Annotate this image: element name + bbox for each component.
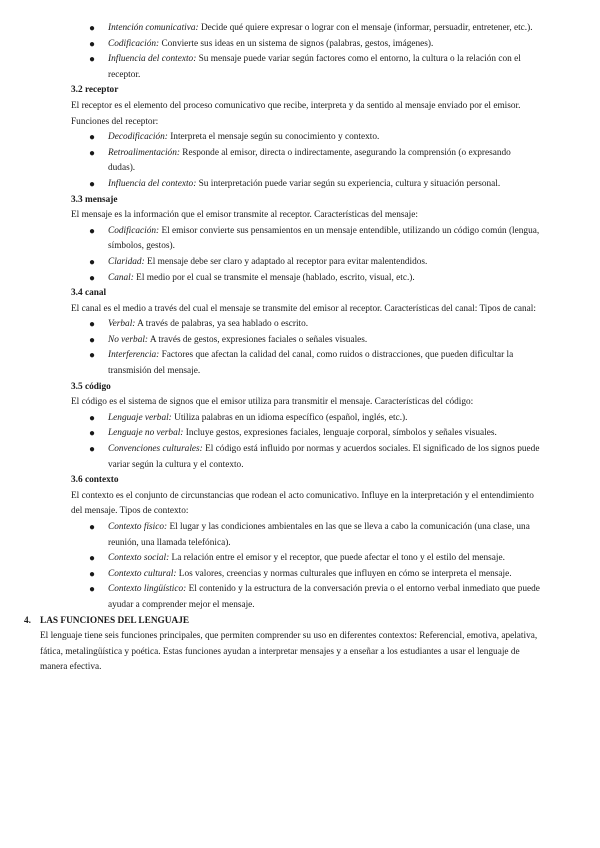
list-item: ● Contexto físico: El lugar y las condiciones ambientales en las que se lleva a cabo la comunicación (una clase, una reunión, una llamada telefónica). [89,522,530,548]
bullet-icon: ● [89,412,96,424]
list-item: ● Contexto lingüístico: El contenido y la estructura de la conversación previa o el entorno verbal inmediato que puede ayudar a comprender mejor el mensaje. [89,584,540,610]
bullet-icon: ● [89,428,96,440]
section-codigo [0,380,600,474]
section-title: LAS FUNCIONES DEL LENGUAJE [40,615,190,626]
list-item: ● Lenguaje no verbal: Incluye gestos, expresiones faciales, lenguaje corporal, símbolos y señales visuales. [0,426,600,442]
section-heading: 3.6 contexto [71,475,119,486]
bullet-icon: ● [89,225,96,237]
list-item: ● Verbal: A través de palabras, ya sea hablado o escrito. [0,317,600,333]
list-item: ● Influencia del contexto: Su mensaje puede variar según factores como el entorno, la cultura o la relación con el receptor. [89,54,521,80]
section-funciones-lenguaje [0,614,600,676]
bullet-icon: ● [89,178,96,190]
list-item: ● Canal: El medio por el cual se transmite el mensaje (hablado, escrito, visual, etc.). [0,271,600,287]
section-heading: 3.4 canal [71,288,107,299]
bullet-icon: ● [89,272,96,284]
section-heading [0,614,600,630]
bullet-icon: ● [89,38,96,50]
bullet-icon: ● [89,256,96,268]
list-item: ● Interferencia: Factores que afectan la calidad del canal, como ruidos o distracciones, que pueden dificultar la transmisión del mensaje. [89,350,514,377]
list-item: ● Contexto social: La relación entre el emisor y el receptor, que puede afectar el tono y el estilo del mensaje. [0,551,600,567]
section-heading: 3.5 código [71,381,111,392]
list-item: ● Retroalimentación: Responde al emisor, directa o indirectamente, asegurando la comprensión (o expresando dudas). [89,147,511,174]
bullet-icon: ● [89,522,96,533]
section-body: El lenguaje tiene seis funciones principales, que permiten comprender su uso en diferentes contextos: Referencial, emotiva, apelativa, fática, metalingüística y poética. Estas funciones ayudan a interpretar mensajes y a enseñar a los estudiantes a usar el lenguaje de manera efectiva. [40,631,538,673]
section-intro: El receptor es el elemento del proceso comunicativo que recibe, interpreta y da sentido al mensaje enviado por el emisor. Funciones del receptor: [71,100,521,127]
section-number: 4. [24,615,31,626]
list-item: ● Codificación: Convierte sus ideas en un sistema de signos (palabras, gestos, imágenes). [0,37,600,53]
bullet-icon: ● [89,568,96,580]
bullet-icon: ● [89,350,96,362]
document-content [0,21,600,676]
section-intro: El código es el sistema de signos que el emisor utiliza para transmitir el mensaje. Características del código: [71,397,474,408]
bullet-icon: ● [89,319,96,331]
list-item: ● Intención comunicativa: Decide qué quiere expresar o lograr con el mensaje (informar, persuadir, entretener, etc.). [0,21,600,37]
section-intro: El mensaje es la información que el emisor transmite al receptor. Características del mensaje: [71,210,418,221]
section-intro: El canal es el medio a través del cual el mensaje se transmite del emisor al receptor. Características del canal: Tipos de canal: [71,303,536,314]
list-item: ● Contexto cultural: Los valores, creencias y normas culturales que influyen en cómo se interpreta el mensaje. [0,567,600,583]
section-canal [0,286,600,380]
section-heading: 3.3 mensaje [71,194,118,205]
list-item: ● Influencia del contexto: Su interpretación puede variar según su experiencia, cultura y situación personal. [0,177,600,193]
bullet-icon: ● [89,584,96,596]
list-item: ● Decodificación: Interpreta el mensaje según su conocimiento y contexto. [0,130,600,146]
top-bullet-list [0,21,600,83]
section-receptor [0,83,600,192]
list-item: ● No verbal: A través de gestos, expresiones faciales o señales visuales. [0,333,600,349]
bullet-icon: ● [89,54,96,66]
section-intro: El contexto es el conjunto de circunstancias que rodean el acto comunicativo. Influye en la interpretación y el entendimiento del mensaje. Tipos de contexto: [71,490,534,517]
list-item: ● Lenguaje verbal: Utiliza palabras en un idioma específico (español, inglés, etc.). [0,411,600,427]
bullet-icon: ● [89,553,96,565]
section-contexto [0,473,600,613]
bullet-icon: ● [89,444,96,456]
list-item: ● Claridad: El mensaje debe ser claro y adaptado al receptor para evitar malentendidos. [0,255,600,271]
list-item: ● Codificación: El emisor convierte sus pensamientos en un mensaje entendible, utilizando un código común (lengua, símbolos, gestos). [89,225,540,252]
bullet-icon: ● [89,147,96,159]
bullet-icon: ● [89,132,96,144]
section-heading: 3.2 receptor [71,85,119,96]
bullet-icon: ● [89,23,96,34]
section-mensaje [0,193,600,287]
list-item: ● Convenciones culturales: El código está influido por normas y acuerdos sociales. El significado de los signos puede variar según la cultura y el contexto. [89,444,540,470]
bullet-icon: ● [89,334,96,346]
